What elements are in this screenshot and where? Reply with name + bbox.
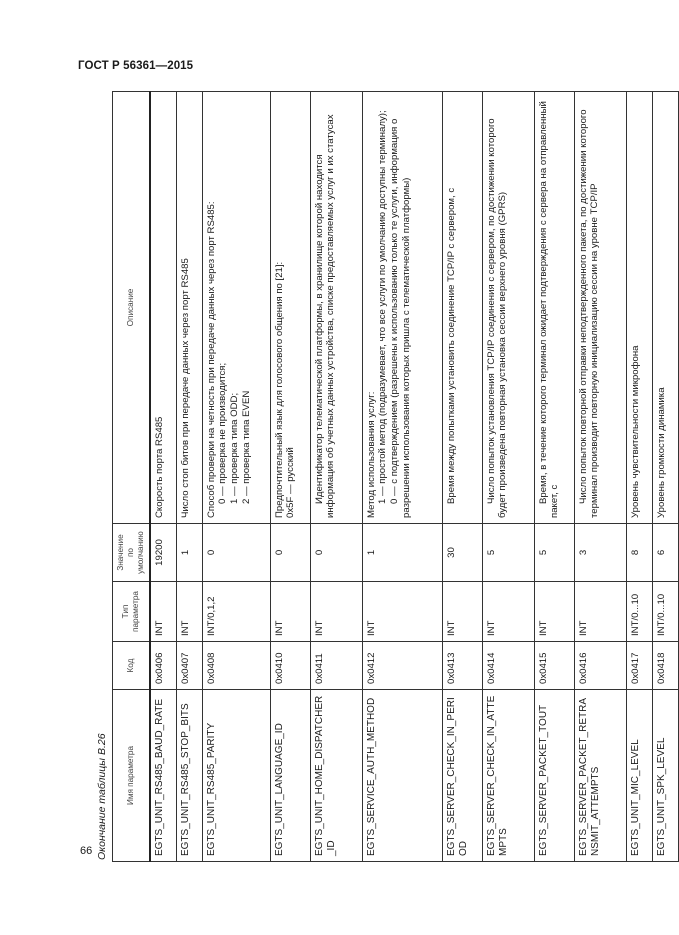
param-default: 8 bbox=[626, 524, 652, 582]
table-header-row bbox=[113, 92, 151, 862]
param-description bbox=[574, 92, 626, 524]
param-default: 6 bbox=[652, 524, 678, 582]
table-row bbox=[626, 92, 652, 862]
param-description bbox=[626, 92, 652, 524]
param-name: EGTS_UNIT_RS485_BAUD_RATE bbox=[150, 690, 176, 862]
description-line: 0 — проверка не производится; bbox=[217, 362, 229, 504]
description-line: 0 — с подтверждением (разрешены к использованию только те услуги, информация о разрешении использования которых пришла с телематической платформы) bbox=[388, 118, 412, 518]
description-line: Идентификатор телематической платформы, в хранилище которой находится информация об учетных данных устройства, списке предоставляемых услуг и их статусах bbox=[313, 114, 337, 518]
param-name: EGTS_UNIT_MIC_LEVEL bbox=[626, 690, 652, 862]
param-name: EGTS_SERVER_PACKET_RETRANSMIT_ATTEMPTS bbox=[574, 690, 626, 862]
description-line: 2 — проверка типа EVEN bbox=[240, 390, 252, 504]
param-type: INT bbox=[482, 582, 534, 642]
param-default: 1 bbox=[176, 524, 202, 582]
param-default: 0 bbox=[310, 524, 362, 582]
description-line: Время между попытками установить соединение TCP/IP с сервером, с bbox=[445, 187, 457, 504]
param-type: INT bbox=[442, 582, 482, 642]
description-line: Способ проверки на четность при передаче данных через порт RS485: bbox=[205, 201, 217, 518]
param-code: 0x0417 bbox=[626, 642, 652, 690]
param-default: 5 bbox=[482, 524, 534, 582]
description-line: 0x5F — русский bbox=[285, 447, 297, 518]
description-line: Число попыток установления TCP/IP соединения с сервером, по достижении которого будет произведена повторная установка сессии верхнего уровня (GPRS) bbox=[485, 118, 509, 518]
description-line: Метод использования услуг: bbox=[365, 391, 377, 518]
document-header: ГОСТ Р 56361—2015 bbox=[78, 60, 194, 72]
param-code: 0x0418 bbox=[652, 642, 678, 690]
param-type: INT bbox=[310, 582, 362, 642]
param-name: EGTS_UNIT_LANGUAGE_ID bbox=[270, 690, 310, 862]
description-line: Скорость порта RS485 bbox=[154, 416, 165, 518]
param-code: 0x0410 bbox=[270, 642, 310, 690]
table-caption: Окончание таблицы В.26 bbox=[96, 733, 108, 860]
param-type: INT bbox=[270, 582, 310, 642]
param-default: 0 bbox=[202, 524, 270, 582]
param-code: 0x0416 bbox=[574, 642, 626, 690]
table-row bbox=[202, 92, 270, 862]
description-line: Число попыток повторной отправки неподтвержденного пакета, по достижении которого терминал производит повторную инициализацию сессии на уровне TCP/IP bbox=[577, 109, 601, 518]
param-type: INT/0,1,2 bbox=[202, 582, 270, 642]
param-type: INT/0...10 bbox=[652, 582, 678, 642]
table-row bbox=[150, 92, 176, 862]
param-type: INT bbox=[574, 582, 626, 642]
column-header-description: Описание bbox=[113, 92, 151, 524]
column-header-name: Имя параметра bbox=[113, 690, 151, 862]
param-code: 0x0413 bbox=[442, 642, 482, 690]
table-row bbox=[534, 92, 574, 862]
description-line: 1 — проверка типа ODD; bbox=[228, 392, 240, 504]
param-name: EGTS_SERVER_PACKET_TOUT bbox=[534, 690, 574, 862]
param-name: EGTS_SERVER_CHECK_IN_PERIOD bbox=[442, 690, 482, 862]
param-name: EGTS_SERVICE_AUTH_METHOD bbox=[362, 690, 442, 862]
param-code: 0x0411 bbox=[310, 642, 362, 690]
table-row bbox=[574, 92, 626, 862]
param-description bbox=[270, 92, 310, 524]
table-row bbox=[362, 92, 442, 862]
parameters-table bbox=[112, 91, 679, 862]
param-type: INT/0...10 bbox=[626, 582, 652, 642]
param-name: EGTS_UNIT_SPK_LEVEL bbox=[652, 690, 678, 862]
page-number: 66 bbox=[80, 845, 93, 857]
param-description bbox=[534, 92, 574, 524]
column-header-type: Тип параметра bbox=[113, 582, 151, 642]
param-type: INT bbox=[362, 582, 442, 642]
param-description bbox=[442, 92, 482, 524]
table-row bbox=[482, 92, 534, 862]
param-description bbox=[202, 92, 270, 524]
description-line: Число стоп битов при передаче данных через порт RS485 bbox=[179, 258, 191, 518]
table-row bbox=[270, 92, 310, 862]
param-type: INT bbox=[534, 582, 574, 642]
column-header-default: Значение по умолчанию bbox=[113, 524, 151, 582]
param-description bbox=[176, 92, 202, 524]
param-default: 5 bbox=[534, 524, 574, 582]
param-code: 0x0415 bbox=[534, 642, 574, 690]
param-name: EGTS_SERVER_CHECK_IN_ATTEMPTS bbox=[482, 690, 534, 862]
param-code: 0x0412 bbox=[362, 642, 442, 690]
param-name: EGTS_UNIT_HOME_DISPATCHER_ID bbox=[310, 690, 362, 862]
param-default: 1 bbox=[362, 524, 442, 582]
param-default: 0 bbox=[270, 524, 310, 582]
param-code: 0x0406 bbox=[150, 642, 176, 690]
param-default: 3 bbox=[574, 524, 626, 582]
table-row bbox=[176, 92, 202, 862]
param-code: 0x0408 bbox=[202, 642, 270, 690]
column-header-code: Код bbox=[113, 642, 151, 690]
description-line: Время, в течение которого терминал ожидает подтверждения с сервера на отправленный пакет, с bbox=[537, 101, 561, 518]
param-description bbox=[310, 92, 362, 524]
param-default: 19200 bbox=[150, 524, 176, 582]
param-type: INT bbox=[150, 582, 176, 642]
param-description bbox=[482, 92, 534, 524]
rotated-table-region bbox=[92, 92, 667, 862]
param-type: INT bbox=[176, 582, 202, 642]
table-row bbox=[310, 92, 362, 862]
description-line: 1 — простой метод (подразумевает, что все услуги по умолчанию доступны терминалу); bbox=[377, 110, 389, 504]
description-line: Уровень громкости динамика bbox=[655, 387, 667, 518]
param-name: EGTS_UNIT_RS485_PARITY bbox=[202, 690, 270, 862]
param-default: 30 bbox=[442, 524, 482, 582]
param-description bbox=[362, 92, 442, 524]
param-code: 0x0407 bbox=[176, 642, 202, 690]
param-code: 0x0414 bbox=[482, 642, 534, 690]
param-name: EGTS_UNIT_RS485_STOP_BITS bbox=[176, 690, 202, 862]
description-line: Предпочтительный язык для голосового общения по [21]: bbox=[273, 261, 285, 518]
description-line: Уровень чувствительности микрофона bbox=[629, 345, 641, 518]
table-row bbox=[442, 92, 482, 862]
param-description bbox=[150, 92, 176, 524]
param-description bbox=[652, 92, 678, 524]
table-row bbox=[652, 92, 678, 862]
